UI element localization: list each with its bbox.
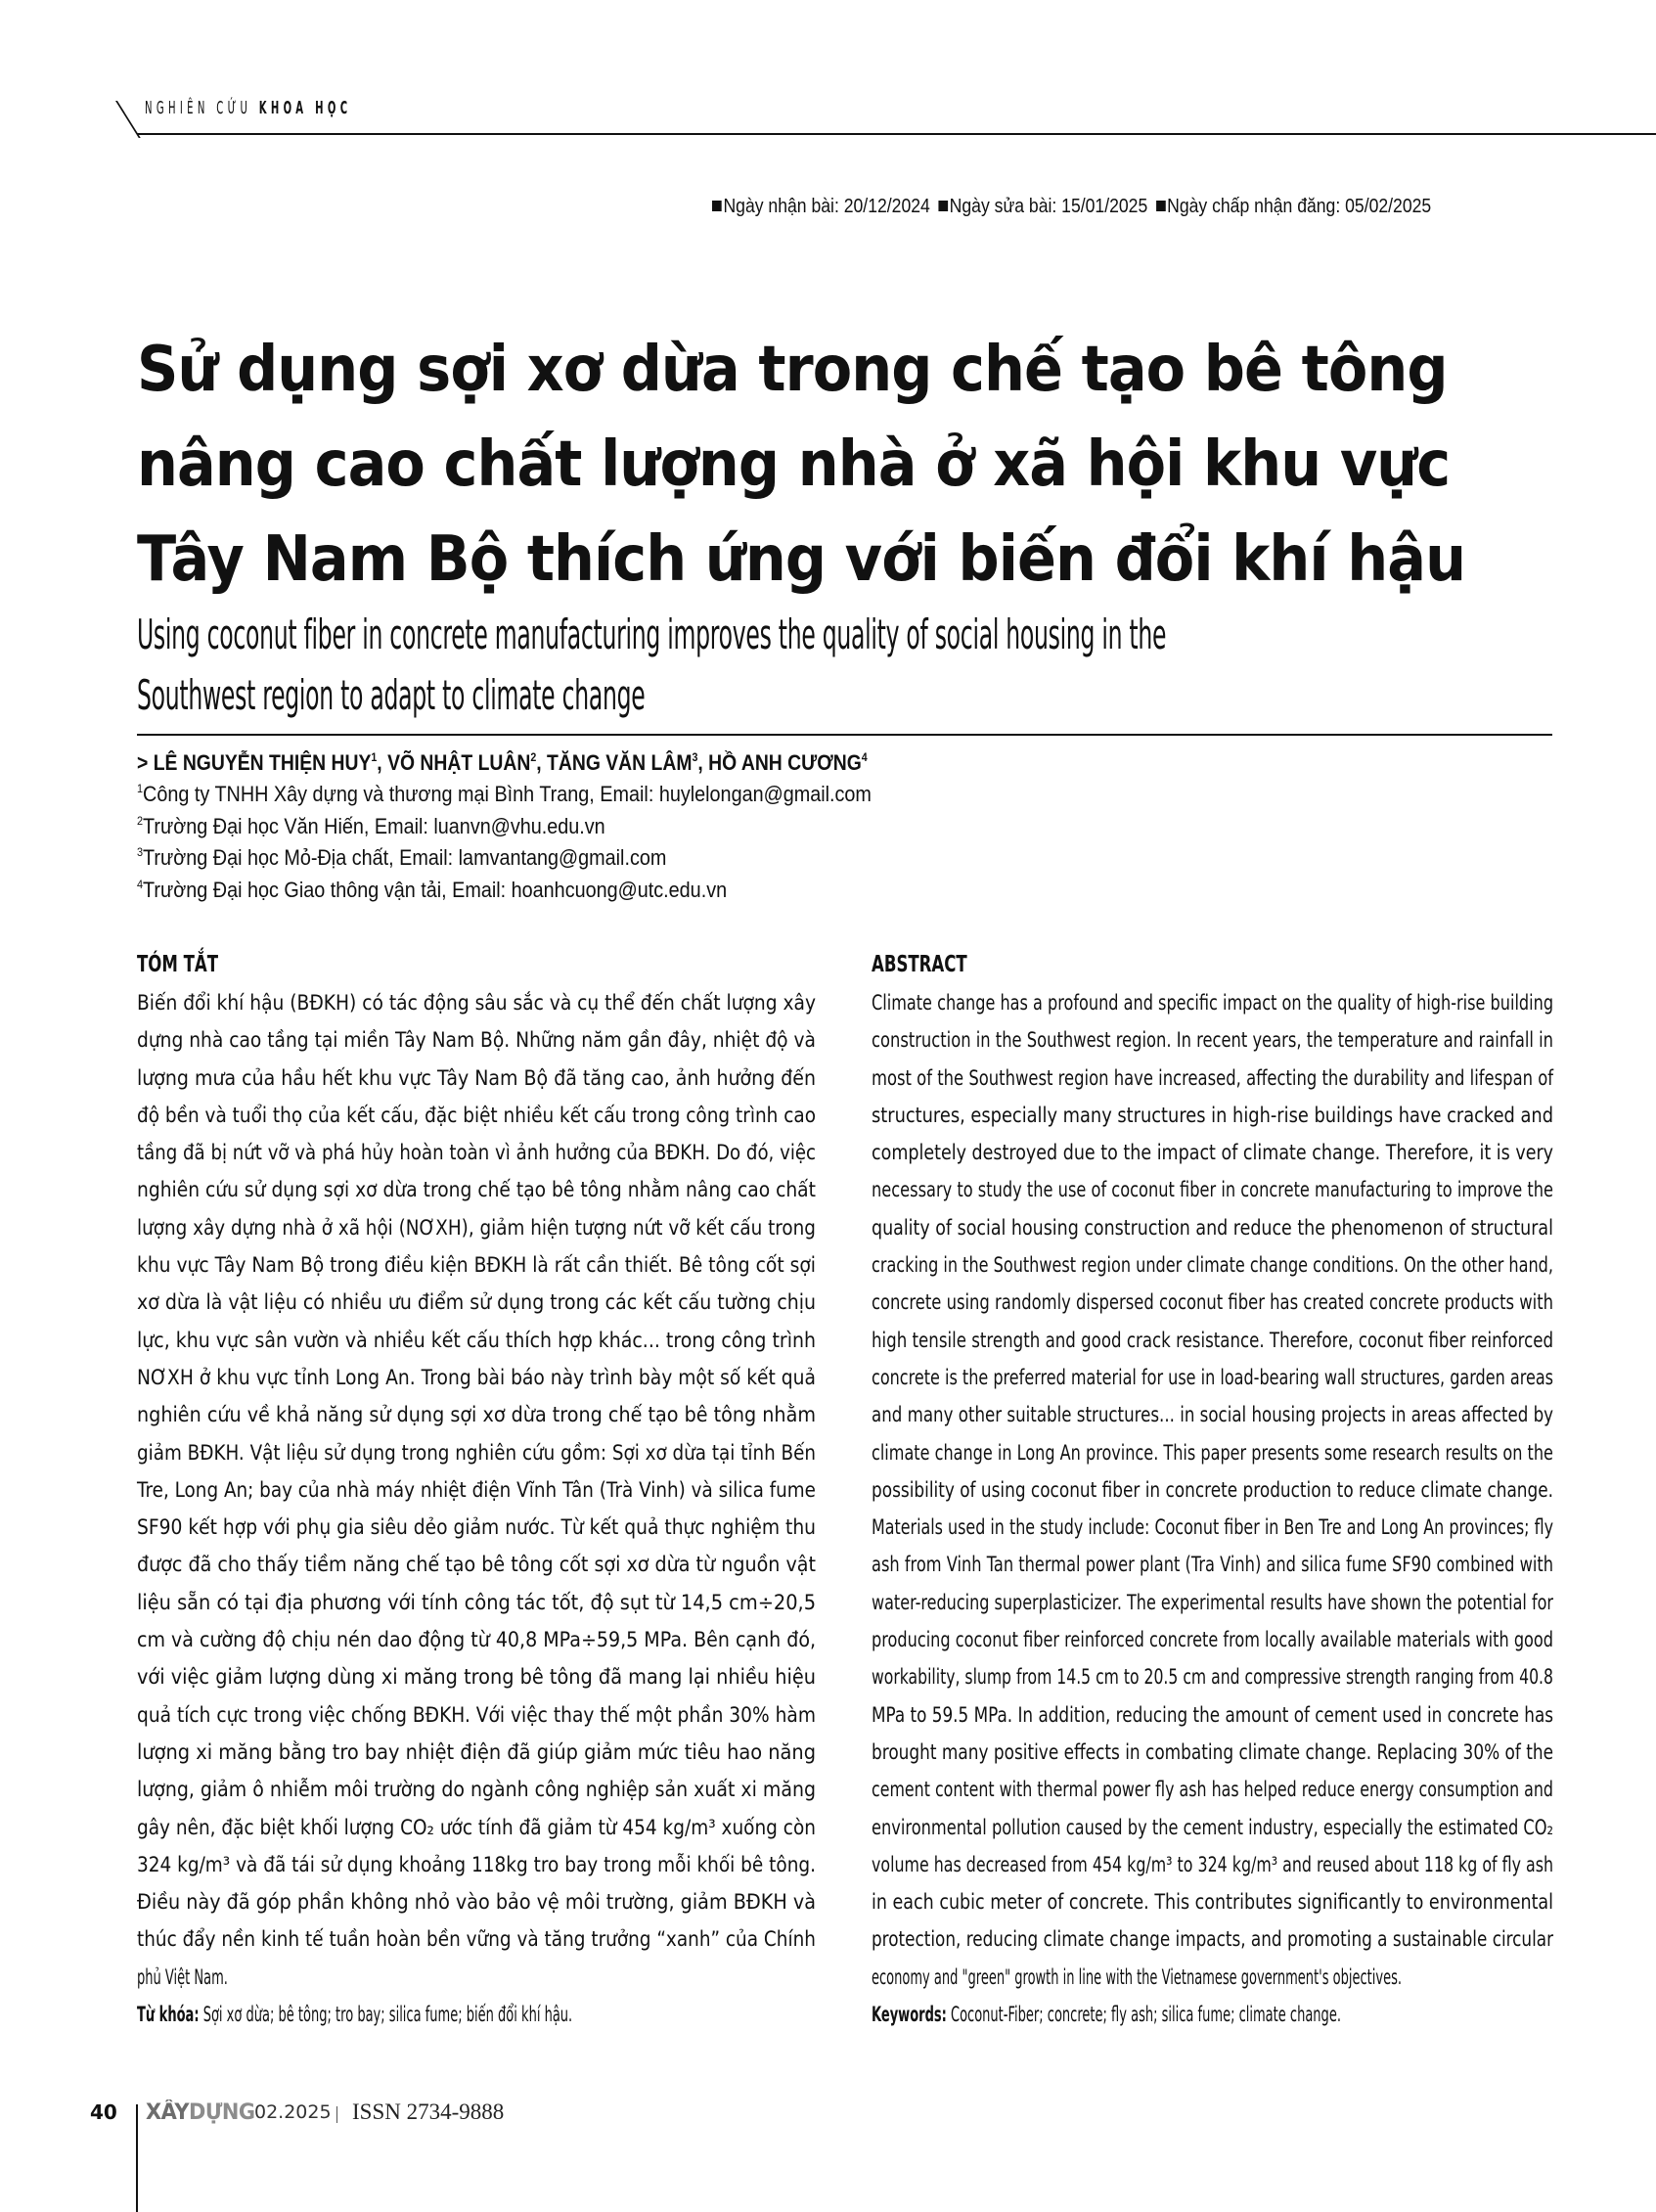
text-line: thúc đẩy nền kinh tế tuần hoàn bền vững và tăng trưởng “xanh” của Chính <box>137 1927 816 1952</box>
text-line: phủ Việt Nam. <box>137 1964 228 1989</box>
text-line: Tre, Long An; bay của nhà máy nhiệt điện Vĩnh Tân (Trà Vinh) và silica fume <box>137 1477 816 1502</box>
text-line: NƠXH ở khu vực tỉnh Long An. Trong bài báo này trình bày một số kết quả <box>137 1365 816 1389</box>
footer-separator <box>336 2106 337 2123</box>
keywords-text: Coconut-Fiber; concrete; fly ash; silica fume; climate change. <box>950 2003 1341 2027</box>
text-line: lượng, giảm ô nhiễm môi trường do ngành công nghiệp sản xuất xi măng <box>137 1778 816 1802</box>
author-name: TĂNG VĂN LÂM <box>547 750 693 775</box>
affiliation <box>137 779 1105 811</box>
title-line: nâng cao chất lượng nhà ở xã hội khu vực <box>137 429 1451 501</box>
text-line: cm và cường độ chịu nén dao động từ 40,8 MPa÷59,5 MPa. Bên cạnh đó, <box>137 1628 817 1652</box>
affiliation <box>137 875 1105 907</box>
date-received <box>712 196 930 217</box>
affiliation <box>137 811 1105 843</box>
text-line: khu vực Tây Nam Bộ trong điều kiện BĐKH là rất cần thiết. Bê tông cốt sợi <box>137 1253 817 1278</box>
text-line: quality of social housing construction and reduce the phenomenon of structural <box>872 1215 1553 1240</box>
text-line: gây nên, đặc biệt khối lượng CO₂ ước tính đã giảm từ 454 kg/m³ xuống còn <box>137 1815 816 1839</box>
affiliation-text: Trường Đại học Mỏ-Địa chất, Email: lamvantang@gmail.com <box>143 845 667 870</box>
text-line: quả tích cực trong việc chống BĐKH. Với việc thay thế một phần 30% hàm <box>137 1702 816 1727</box>
issn: ISSN 2734-9888 <box>352 2099 505 2124</box>
text-line: protection, reducing climate change impacts, and promoting a sustainable circular <box>872 1927 1554 1952</box>
author-name: VÕ NHẬT LUÂN <box>387 750 531 775</box>
summary-heading: TÓM TẮT <box>137 952 219 977</box>
text-line: concrete is the preferred material for use in load-bearing wall structures, garden areas <box>872 1365 1554 1389</box>
issue-date: 02.2025 <box>254 2101 332 2123</box>
text-line: liệu sẵn có tại địa phương với tính công tác tốt, độ sụt từ 14,5 cm÷20,5 <box>137 1590 817 1614</box>
square-bullet-icon <box>712 201 722 211</box>
article-title <box>137 323 1577 608</box>
text-line: lực, khu vực sân vườn và nhiều kết cấu thích hợp khác... trong công trình <box>137 1328 816 1352</box>
subtitle-line: Using coconut fiber in concrete manufacturing improves the quality of social housing in the <box>137 610 1167 658</box>
text-line: Materials used in the study include: Coconut fiber in Ben Tre and Long An provinces; fly <box>872 1515 1554 1540</box>
affiliation-text: Trường Đại học Giao thông vận tải, Email: hoanhcuong@utc.edu.vn <box>143 877 728 902</box>
summary-body <box>137 984 816 1996</box>
text-line: climate change in Long An province. This paper presents some research results on the <box>872 1440 1553 1465</box>
affiliation-sup: 4 <box>137 877 144 891</box>
text-line: possibility of using coconut fiber in concrete production to reduce climate change. <box>872 1477 1554 1502</box>
text-line: xơ dừa là vật liệu có nhiều ưu điểm sử dụng trong các kết cấu tường chịu <box>137 1290 817 1315</box>
text-line: workability, slump from 14.5 cm to 20.5 cm and compressive strength ranging from 40.8 <box>872 1665 1553 1690</box>
keywords-en <box>872 1996 1553 2033</box>
author-sup: 3 <box>692 749 698 764</box>
date-revised <box>938 196 1147 217</box>
text-line: 324 kg/m³ và đã tái sử dụng khoảng 118kg tro bay trong mỗi khối bê tông. <box>137 1852 817 1876</box>
title-divider <box>137 734 1552 736</box>
text-line: SF90 kết hợp với phụ gia siêu dẻo giảm nước. Từ kết quả thực nghiệm thu <box>137 1515 817 1540</box>
text-line: necessary to study the use of coconut fiber in concrete manufacturing to improve the <box>872 1178 1553 1202</box>
abstract-heading: ABSTRACT <box>872 952 967 977</box>
text-line: in each cubic meter of concrete. This contributes significantly to environmental <box>872 1890 1554 1915</box>
affiliation-text: Trường Đại học Văn Hiến, Email: luanvn@vhu.edu.vn <box>143 813 605 838</box>
author-name: HỒ ANH CƯƠNG <box>708 750 862 775</box>
abstract-body <box>872 984 1553 1996</box>
text-line: lượng xi măng bằng tro bay nhiệt điện đã giúp giảm mức tiêu hao năng <box>137 1739 817 1764</box>
author-name: LÊ NGUYỄN THIỆN HUY <box>153 750 372 775</box>
keywords-text: Sợi xơ dừa; bê tông; tro bay; silica fume; biến đổi khí hậu. <box>202 2003 573 2027</box>
text-line: với việc giảm lượng dùng xi măng trong bê tông đã mang lại nhiều hiệu <box>137 1665 817 1690</box>
keywords-label: Keywords: <box>872 2003 947 2027</box>
journal-logo <box>146 2100 255 2125</box>
affiliation-sup: 1 <box>137 781 144 795</box>
author-sup: 4 <box>861 749 868 764</box>
text-line: dựng nhà cao tầng tại miền Tây Nam Bộ. Những năm gần đây, nhiệt độ và <box>137 1028 816 1053</box>
text-line: độ bền và tuổi thọ của kết cấu, đặc biệt nhiều kết cấu trong công trình cao <box>137 1103 817 1127</box>
abstract-english <box>872 945 1553 2033</box>
section-label <box>145 98 351 118</box>
keywords-vi <box>137 1996 816 2033</box>
summary-vietnamese <box>137 945 816 2033</box>
section-label-bold: KHOA HỌC <box>258 98 352 118</box>
text-line: Điều này đã góp phần không nhỏ vào bảo vệ môi trường, giảm BĐKH và <box>137 1890 817 1915</box>
logo-part-b: DỰNG <box>189 2100 255 2125</box>
date-accepted-text: Ngày chấp nhận đăng: 05/02/2025 <box>1167 196 1432 217</box>
affiliation <box>137 842 1105 875</box>
page-number: 40 <box>90 2100 117 2124</box>
text-line: nghiên cứu sử dụng sợi xơ dừa trong chế tạo bê tông nhằm nâng cao chất <box>137 1178 816 1202</box>
logo-part-a: XÂY <box>146 2100 190 2125</box>
header-rule <box>137 133 1656 135</box>
text-line: Climate change has a profound and specific impact on the quality of high-rise building <box>872 991 1554 1015</box>
text-line: được đã cho thấy tiềm năng chế tạo bê tông cốt sợi xơ dừa từ nguồn vật <box>137 1553 816 1577</box>
author-names: > LÊ NGUYỄN THIỆN HUY$^1$, VÕ NHẬT LUÂN$^2$, TĂNG VĂN LÂM$^3$, HỒ ANH CƯƠNG$^4$ <box>137 749 868 775</box>
author-sup: 1 <box>371 749 378 764</box>
text-line: producing coconut fiber reinforced concrete from locally available materials with good <box>872 1628 1554 1652</box>
article-subtitle-english <box>137 605 1166 726</box>
date-accepted <box>1156 196 1432 217</box>
subtitle-line: Southwest region to adapt to climate change <box>137 671 646 719</box>
text-line: economy and "green" growth in line with the Vietnamese government's objectives. <box>872 1964 1403 1989</box>
author-prefix-arrow: > <box>137 750 149 775</box>
affiliation-sup: 2 <box>137 813 144 828</box>
text-line: cement content with thermal power fly ash has helped reduce energy consumption and <box>872 1778 1553 1802</box>
affiliation-sup: 3 <box>137 844 144 859</box>
text-line: brought many positive effects in combating climate change. Replacing 30% of the <box>872 1739 1554 1764</box>
affiliation-text: Công ty TNHH Xây dựng và thương mại Bình Trang, Email: huylelongan@gmail.com <box>143 782 872 806</box>
text-line: most of the Southwest region have increased, affecting the durability and lifespan of <box>872 1065 1554 1090</box>
text-line: lượng mưa của hầu hết khu vực Tây Nam Bộ đã tăng cao, ảnh hưởng đến <box>137 1065 817 1090</box>
text-line: volume has decreased from 454 kg/m³ to 324 kg/m³ and reused about 118 kg of fly ash <box>872 1852 1554 1876</box>
text-line: and many other suitable structures... in social housing projects in areas affected by <box>872 1403 1554 1427</box>
text-line: cracking in the Southwest region under climate change conditions. On the other hand, <box>872 1253 1553 1278</box>
authors-block <box>137 747 1213 906</box>
text-line: Biến đổi khí hậu (BĐKH) có tác động sâu sắc và cụ thể đến chất lượng xây <box>137 991 817 1015</box>
square-bullet-icon <box>938 201 948 211</box>
date-received-text: Ngày nhận bài: 20/12/2024 <box>723 196 930 217</box>
text-line: concrete using randomly dispersed coconut fiber has created concrete products with <box>872 1290 1554 1315</box>
author-sup: 2 <box>530 749 537 764</box>
submission-dates <box>712 196 1435 218</box>
text-line: giảm BĐKH. Vật liệu sử dụng trong nghiên cứu gồm: Sợi xơ dừa tại tỉnh Bến <box>137 1440 817 1465</box>
text-line: ash from Vinh Tan thermal power plant (Tra Vinh) and silica fume SF90 combined with <box>872 1553 1554 1577</box>
text-line: high tensile strength and good crack resistance. Therefore, coconut fiber reinforced <box>872 1328 1554 1352</box>
keywords-label: Từ khóa: <box>137 2003 200 2027</box>
text-line: completely destroyed due to the impact of climate change. Therefore, it is very <box>872 1141 1554 1165</box>
section-label-light: NGHIÊN CỨU <box>145 98 252 118</box>
text-line: MPa to 59.5 MPa. In addition, reducing the amount of cement used in concrete has <box>872 1702 1554 1727</box>
text-line: structures, especially many structures in high-rise buildings have cracked and <box>872 1103 1554 1127</box>
date-revised-text: Ngày sửa bài: 15/01/2025 <box>949 196 1148 217</box>
square-bullet-icon <box>1156 201 1166 211</box>
text-line: tầng đã bị nứt vỡ và phá hủy hoàn toàn vì ảnh hưởng của BĐKH. Do đó, việc <box>137 1141 817 1165</box>
title-line: Tây Nam Bộ thích ứng với biến đổi khí hậu <box>137 523 1466 596</box>
title-line: Sử dụng sợi xơ dừa trong chế tạo bê tông <box>137 334 1448 406</box>
text-line: environmental pollution caused by the cement industry, especially the estimated CO₂ <box>872 1815 1554 1839</box>
text-line: water-reducing superplasticizer. The experimental results have shown the potential for <box>872 1590 1553 1614</box>
text-line: lượng xây dựng nhà ở xã hội (NƠXH), giảm hiện tượng nứt vỡ kết cấu trong <box>137 1215 816 1240</box>
text-line: construction in the Southwest region. In recent years, the temperature and rainfall in <box>872 1028 1554 1053</box>
text-line: nghiên cứu về khả năng sử dụng sợi xơ dừa trong chế tạo bê tông nhằm <box>137 1403 816 1427</box>
